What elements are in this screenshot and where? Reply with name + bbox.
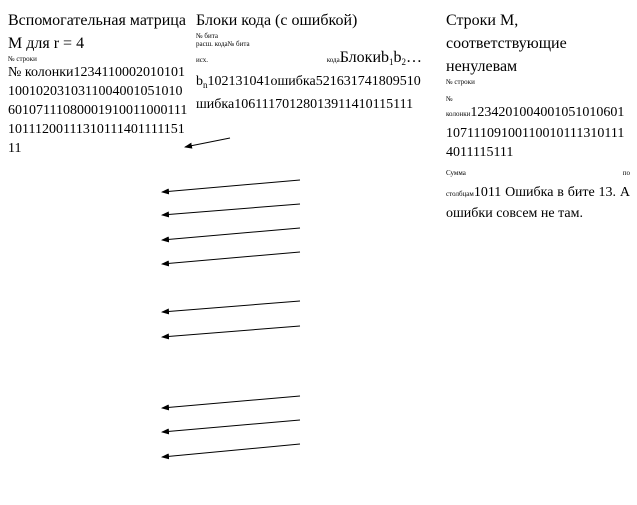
matrix-title: Вспомогательная матрица M для r = 4	[8, 12, 186, 52]
b1-letter: b	[381, 49, 389, 66]
column-sum-values: 1011	[473, 185, 502, 200]
nonzero-rows-values: 1234201004001051010601107111091001100101113101114011115111	[446, 105, 625, 160]
code-label: кода	[326, 56, 340, 64]
row-number-label: № строки	[8, 55, 37, 63]
sum-label-by: по	[622, 169, 630, 177]
blocks-label: Блоки	[339, 49, 381, 66]
row-number-label: № строки	[446, 78, 475, 86]
column-number-prefix: №	[446, 95, 453, 103]
matrix-body	[8, 63, 189, 158]
column-sum-row	[446, 162, 630, 183]
bn-letter: b	[196, 74, 203, 89]
arrow-5	[162, 252, 300, 264]
column-number-label: № колонки	[8, 65, 74, 80]
nonzero-rows-title: Строки M, соответствующие ненулевам	[446, 12, 567, 75]
conclusion-text	[446, 183, 630, 223]
nonzero-rows-body	[446, 103, 630, 162]
blocks-header-right	[327, 48, 422, 72]
code-blocks-values: 102131041ошибка521631741809510шибка10611170128013911410115111	[196, 74, 421, 112]
arrow-7	[162, 326, 300, 337]
b2-letter: b	[393, 49, 402, 66]
arrow-8	[162, 396, 300, 408]
code-blocks-column	[196, 0, 422, 175]
bit-number-label: № бита	[196, 32, 218, 40]
sum-label-columns: столбцам	[446, 190, 474, 198]
bn-subscript: n	[203, 80, 208, 90]
ellipsis: …	[406, 49, 422, 66]
matrix-values: 12341100020101011001020310311004001051010601071110800019100110001111011120011131011140111115111	[8, 65, 188, 156]
arrow-10	[162, 444, 300, 457]
error-conclusion: Ошибка в бите 13. А ошибки совсем не там.	[446, 185, 630, 221]
b2-subscript: 2	[401, 57, 406, 67]
matrix-column	[8, 0, 189, 230]
code-blocks-body	[196, 72, 422, 114]
b1-subscript: 1	[389, 57, 394, 67]
arrow-9	[162, 420, 300, 432]
arrow-6	[162, 301, 300, 312]
nonzero-rows-column	[446, 0, 630, 300]
blocks-header-row	[196, 48, 422, 72]
sum-label: Сумма	[446, 169, 466, 177]
column-number-label: колонки	[446, 110, 471, 118]
source-label: исх.	[196, 56, 209, 64]
code-blocks-title: Блоки кода (с ошибкой)	[196, 12, 358, 29]
extended-code-label: расш. кода№ бита	[196, 40, 250, 48]
